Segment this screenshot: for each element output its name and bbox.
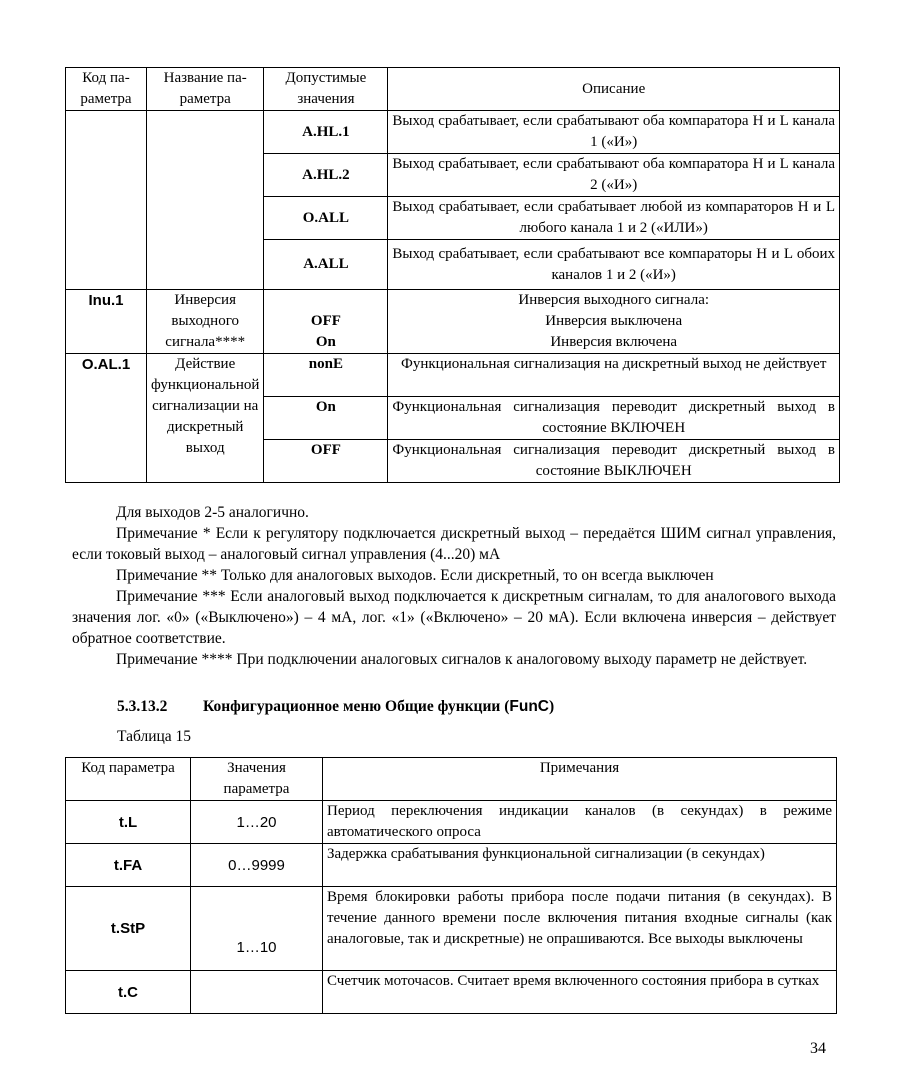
section-heading: 5.3.13.2 Конфигурационное меню Общие функции (FunC) <box>117 698 555 715</box>
header-notes: Примечания <box>323 758 837 801</box>
note-paragraph: Примечание *** Если аналоговый выход подключается к дискретным сигналам, то для аналогового выхода значения лог. «0» («Выключено») – 4 мА, лог. «1» («Включено» – 20 мА). Если включена инверсия – действует обратное соответствие. <box>72 588 836 647</box>
param-code: t.FA <box>66 844 191 887</box>
description-cell: Выход срабатывает, если срабатывают все компараторы H и L обоих каналов 1 и 2 («И») <box>388 240 840 290</box>
value-cell: O.ALL <box>264 197 388 240</box>
description-line: Инверсия выходного сигнала: <box>518 292 710 308</box>
param-code: t.L <box>66 801 191 844</box>
value-on: On <box>315 334 336 350</box>
header-values: Допустимые значения <box>264 68 388 111</box>
value-cell: 1…20 <box>191 801 323 844</box>
section-title: Конфигурационное меню Общие функции ( <box>203 698 510 715</box>
value-cell <box>191 971 323 1014</box>
note-paragraph: Примечание ** Только для аналоговых выходов. Если дискретный, то он всегда выключен <box>116 567 714 584</box>
value-cell: OFF <box>264 440 388 483</box>
table-header-row <box>66 68 840 111</box>
table-row <box>66 887 837 971</box>
table-row <box>66 111 840 154</box>
empty-cell <box>147 111 264 290</box>
value-off: OFF <box>310 313 341 329</box>
note-cell: Время блокировки работы прибора после подачи питания (в секундах). В течение данного времени после включения питания входные сигналы (как аналоговые, так и дискретные) не опрашиваются. Все выходы выключены <box>323 887 837 971</box>
value-cell: nonE <box>264 354 388 397</box>
header-code: Код па-раметра <box>66 68 147 111</box>
note-paragraph: Примечание * Если к регулятору подключается дискретный выход – передаётся ШИМ сигнал управления, если токовый выход – аналоговый сигнал управления (4...20) мА <box>72 525 836 563</box>
table-caption: Таблица 15 <box>117 728 192 745</box>
section-number: 5.3.13.2 <box>117 698 168 715</box>
note-paragraph: Примечание **** При подключении аналоговых сигналов к аналоговому выходу параметр не действует. <box>116 651 808 668</box>
value-cell: A.HL.1 <box>264 111 388 154</box>
param-code: t.StP <box>66 887 191 971</box>
param-code: Inu.1 <box>66 290 147 354</box>
note-paragraph: Для выходов 2-5 аналогично. <box>116 504 309 521</box>
value-cell <box>264 290 388 354</box>
page-number: 34 <box>810 1040 826 1057</box>
note-cell: Счетчик моточасов. Считает время включенного состояния прибора в сутках <box>323 971 837 1014</box>
value-cell: A.ALL <box>264 240 388 290</box>
param-code: t.C <box>66 971 191 1014</box>
note-cell: Задержка срабатывания функциональной сигнализации (в секундах) <box>323 844 837 887</box>
section-code: FunC <box>509 698 549 715</box>
value-cell: 1…10 <box>191 887 323 971</box>
header-name: Название па-раметра <box>147 68 264 111</box>
header-code: Код параметра <box>66 758 191 801</box>
parameters-table-outputs <box>65 67 840 483</box>
description-cell: Функциональная сигнализация на дискретный выход не действует <box>388 354 840 397</box>
table-row <box>66 971 837 1014</box>
description-cell: Функциональная сигнализация переводит дискретный выход в состояние ВЫКЛЮЧЕН <box>388 440 840 483</box>
description-cell: Выход срабатывает, если срабатывают оба компаратора H и L канала 1 («И») <box>388 111 840 154</box>
table-row <box>66 290 840 354</box>
description-cell: Выход срабатывает, если срабатывает любой из компараторов H и L любого канала 1 и 2 («ИЛИ») <box>388 197 840 240</box>
table-row <box>66 844 837 887</box>
table-row <box>66 354 840 397</box>
table-row <box>66 801 837 844</box>
description-line: Инверсия выключена <box>545 313 683 329</box>
table-header-row <box>66 758 837 801</box>
value-cell: On <box>264 397 388 440</box>
parameters-table-general <box>65 757 837 1014</box>
value-cell: A.HL.2 <box>264 154 388 197</box>
header-values: Значения параметра <box>191 758 323 801</box>
header-description: Описание <box>388 68 840 111</box>
empty-cell <box>66 111 147 290</box>
description-cell: Выход срабатывает, если срабатывают оба компаратора H и L канала 2 («И») <box>388 154 840 197</box>
param-name: Действие функциональной сигнализации на дискретный выход <box>147 354 264 483</box>
description-line: Инверсия включена <box>550 334 678 350</box>
description-cell <box>388 290 840 354</box>
param-code: O.AL.1 <box>66 354 147 483</box>
value-cell: 0…9999 <box>191 844 323 887</box>
param-name: Инверсия выходного сигнала**** <box>147 290 264 354</box>
description-cell: Функциональная сигнализация переводит дискретный выход в состояние ВКЛЮЧЕН <box>388 397 840 440</box>
note-cell: Период переключения индикации каналов (в секундах) в режиме автоматического опроса <box>323 801 837 844</box>
